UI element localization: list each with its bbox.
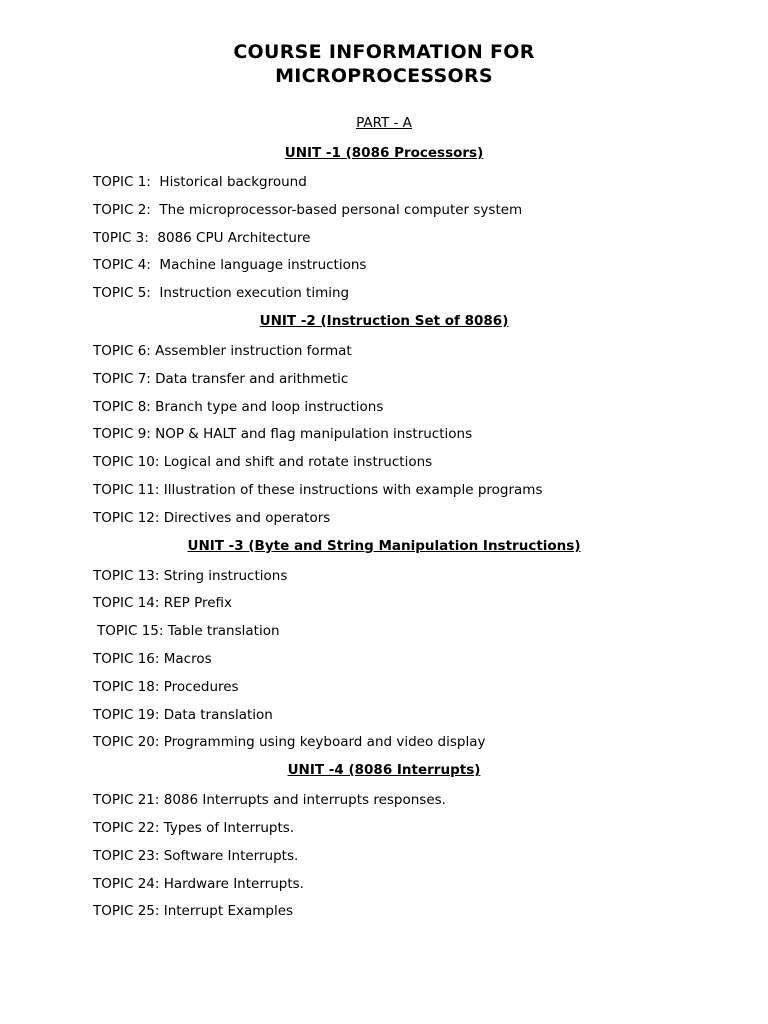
topic-item: TOPIC 22: Types of Interrupts.: [93, 819, 295, 836]
topic-item: TOPIC 20: Programming using keyboard and video display: [93, 734, 486, 751]
topic-item: TOPIC 8: Branch type and loop instructions: [93, 398, 384, 415]
document-title: [93, 40, 675, 88]
title-line-2: MICROPROCESSORS: [275, 65, 493, 87]
topic-item: TOPIC 5: Instruction execution timing: [93, 285, 350, 302]
topic-item: TOPIC 19: Data translation: [93, 706, 273, 723]
topic-item: TOPIC 13: String instructions: [93, 567, 288, 584]
part-heading: PART - A: [356, 115, 412, 131]
topic-item: TOPIC 23: Software Interrupts.: [93, 847, 299, 864]
topic-item: TOPIC 2: The microprocessor-based personal computer system: [93, 201, 523, 218]
title-line-1: COURSE INFORMATION FOR: [233, 41, 535, 63]
topic-item: TOPIC 4: Machine language instructions: [93, 257, 367, 274]
unit-2-heading: UNIT -2 (Instruction Set of 8086): [259, 312, 509, 329]
topic-item: TOPIC 7: Data transfer and arithmetic: [93, 370, 349, 387]
topic-item: TOPIC 11: Illustration of these instructions with example programs: [93, 481, 543, 498]
topic-item: TOPIC 16: Macros: [93, 650, 212, 667]
topic-item: TOPIC 9: NOP & HALT and flag manipulation instructions: [93, 426, 473, 443]
topic-item: TOPIC 6: Assembler instruction format: [93, 342, 352, 359]
unit-1-heading: UNIT -1 (8086 Processors): [284, 145, 484, 161]
unit-4-heading: UNIT -4 (8086 Interrupts): [287, 762, 481, 779]
topic-item: TOPIC 21: 8086 Interrupts and interrupts responses.: [93, 792, 446, 809]
topic-item: TOPIC 24: Hardware Interrupts.: [93, 875, 304, 892]
topic-item: TOPIC 15: Table translation: [97, 623, 280, 640]
topic-item: TOPIC 18: Procedures: [93, 678, 239, 695]
topic-item: T0PIC 3: 8086 CPU Architecture: [93, 229, 311, 246]
topic-item: TOPIC 25: Interrupt Examples: [93, 903, 294, 920]
topic-item: TOPIC 1: Historical background: [93, 174, 307, 190]
topic-item: TOPIC 14: REP Prefix: [93, 595, 233, 612]
topic-item: TOPIC 12: Directives and operators: [93, 509, 331, 526]
topic-item: TOPIC 10: Logical and shift and rotate instructions: [93, 454, 433, 471]
unit-3-heading: UNIT -3 (Byte and String Manipulation Instructions): [187, 537, 581, 554]
